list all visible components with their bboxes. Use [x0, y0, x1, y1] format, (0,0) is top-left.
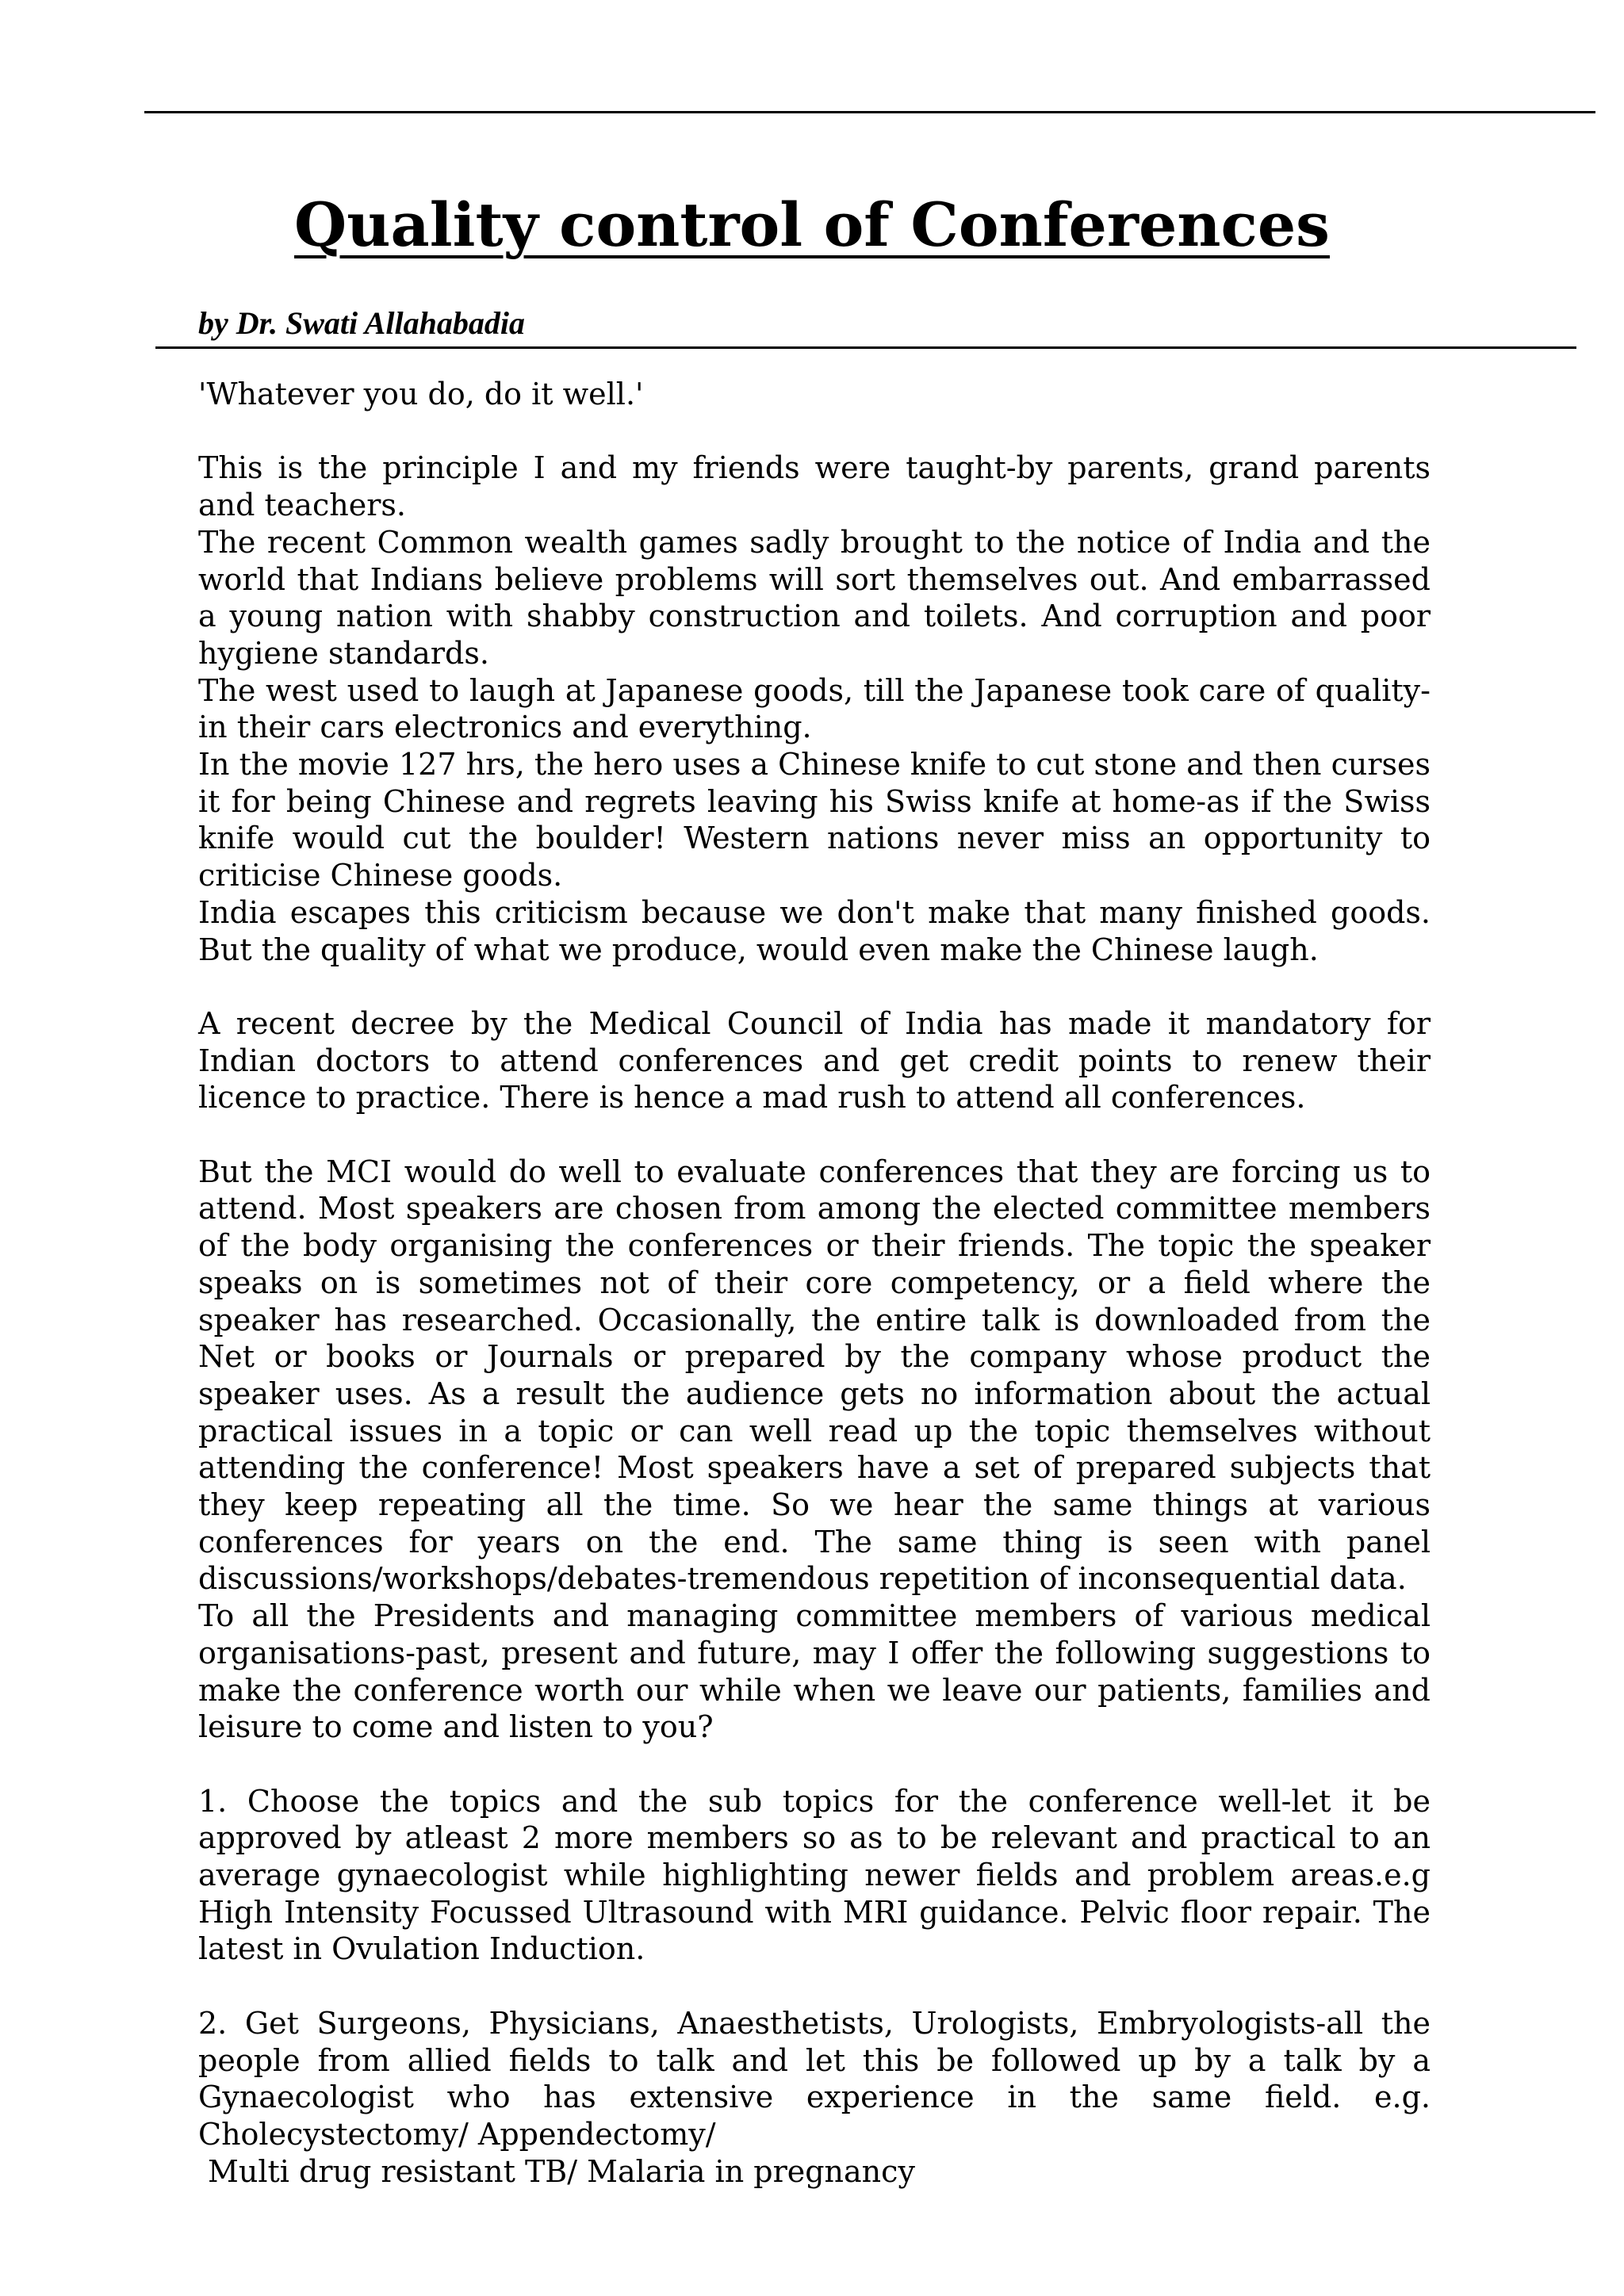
document-title: Quality control of Conferences [294, 189, 1330, 260]
author-byline: by Dr. Swati Allahabadia [198, 305, 525, 341]
list-item-2: 2. Get Surgeons, Physicians, Anaesthetists, Urologists, Embryologists-all the people from allied fields to talk and let this be followed up by a talk by a Gynaecologist who has extensive experience in the same field. e.g. Cholecystectomy/ Appendectomy/ [198, 2005, 1431, 2152]
paragraph: In the movie 127 hrs, the hero uses a Chinese knife to cut stone and then curses it for being Chinese and regrets leaving his Swiss knife at home-as if the Swiss knife would cut the boulder! Western nations never miss an opportunity to criticise Chinese goods. [198, 747, 1431, 894]
header-rule [144, 111, 1595, 113]
paragraph: To all the Presidents and managing committee members of various medical organisations-past, present and future, may I offer the following suggestions to make the conference worth our while when we leave our patients, families and leisure to come and listen to you? [198, 1598, 1431, 1745]
paragraph-quote: 'Whatever you do, do it well.' [198, 377, 644, 411]
list-item-1: 1. Choose the topics and the sub topics for the conference well-let it be approved by atleast 2 more members so as to be relevant and practical to an average gynaecologist while highlighting newer fields and problem areas.e.g High Intensity Focussed Ultrasound with MRI guidance. Pelvic floor repair. The latest in Ovulation Induction. [198, 1783, 1431, 1967]
article-body [198, 376, 1431, 2190]
paragraph: The recent Common wealth games sadly brought to the notice of India and the world that Indians believe problems will sort themselves out. And embarrassed a young nation with shabby construction and toilets. And corruption and poor hygiene standards. [198, 524, 1431, 671]
paragraph: The west used to laugh at Japanese goods, till the Japanese took care of quality-in their cars electronics and everything. [198, 672, 1431, 745]
byline-rule [155, 346, 1576, 349]
paragraph: But the MCI would do well to evaluate conferences that they are forcing us to attend. Most speakers are chosen from among the elected committee members of the body organising the conferences or their friends. The topic the speaker speaks on is sometimes not of their core competency, or a field where the speaker has researched. Occasionally, the entire talk is downloaded from the Net or books or Journals or prepared by the company whose product the speaker uses. As a result the audience gets no information about the actual practical issues in a topic or can well read up the topic themselves without attending the conference! Most speakers have a set of prepared subjects that they keep repeating all the time. So we hear the same things at various conferences for years on the end. The same thing is seen with panel discussions/workshops/debates-tremendous repetition of inconsequential data. [198, 1154, 1431, 1597]
paragraph: India escapes this criticism because we don't make that many finished goods. But the quality of what we produce, would even make the Chinese laugh. [198, 894, 1431, 967]
list-item-2-continued: Multi drug resistant TB/ Malaria in pregnancy [208, 2153, 915, 2189]
paragraph: A recent decree by the Medical Council of India has made it mandatory for Indian doctors to attend conferences and get credit points to renew their licence to practice. There is hence a mad rush to attend all conferences. [198, 1005, 1431, 1115]
paragraph: This is the principle I and my friends were taught-by parents, grand parents and teachers. [198, 450, 1431, 523]
